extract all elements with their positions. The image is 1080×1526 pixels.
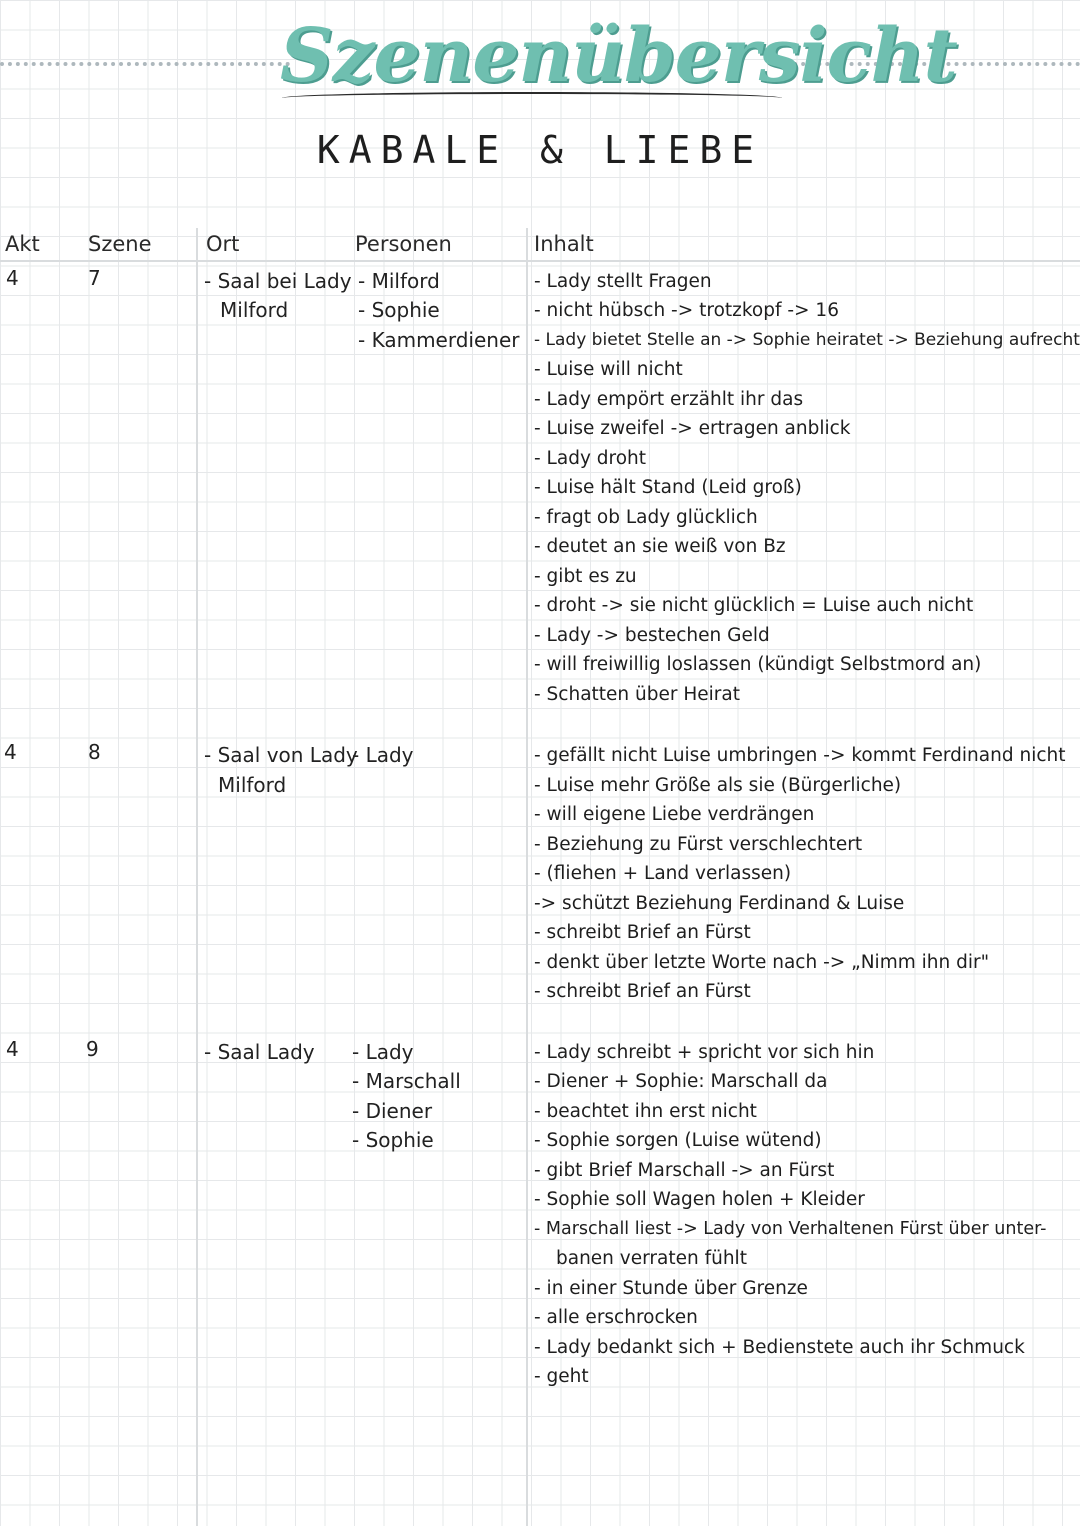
inhalt-line: - droht -> sie nicht glücklich = Luise auch nicht <box>534 595 974 616</box>
inhalt-line: - denkt über letzte Worte nach -> „Nimm ihn dir" <box>534 952 990 973</box>
inhalt-line: - gibt es zu <box>534 566 637 587</box>
inhalt-line: - Diener + Sophie: Marschall da <box>534 1071 828 1092</box>
inhalt-line: -> schützt Beziehung Ferdinand & Luise <box>534 893 905 914</box>
inhalt-line: - Lady bietet Stelle an -> Sophie heiratet -> Beziehung aufrecht <box>534 330 1080 350</box>
column-header-inhalt: Inhalt <box>534 232 594 256</box>
column-header-ort: Ort <box>206 232 240 256</box>
person-item: - Diener <box>352 1099 433 1123</box>
column-divider-inhalt <box>526 228 528 1526</box>
inhalt-line: - Luise hält Stand (Leid groß) <box>534 477 802 498</box>
akt-value: 4 <box>4 740 17 764</box>
title-underline <box>282 92 782 104</box>
ort-line: Milford <box>218 773 287 797</box>
inhalt-line: - Luise will nicht <box>534 359 683 380</box>
inhalt-line: - gefällt nicht Luise umbringen -> kommt Ferdinand nicht <box>534 745 1066 766</box>
column-header-akt: Akt <box>5 232 40 256</box>
person-item: - Sophie <box>358 298 440 322</box>
inhalt-line: - deutet an sie weiß von Bz <box>534 536 786 557</box>
column-divider-ort <box>196 228 198 1526</box>
person-item: - Kammerdiener <box>358 328 520 352</box>
inhalt-line: - schreibt Brief an Fürst <box>534 922 751 943</box>
inhalt-line: - Lady stellt Fragen <box>534 271 712 292</box>
person-item: - Lady <box>352 1040 414 1064</box>
inhalt-line: - Lady -> bestechen Geld <box>534 625 770 646</box>
inhalt-line: - Lady schreibt + spricht vor sich hin <box>534 1042 875 1063</box>
person-item: - Sophie <box>352 1128 434 1152</box>
akt-value: 4 <box>6 266 19 290</box>
inhalt-line: - Lady empört erzählt ihr das <box>534 389 804 410</box>
akt-value: 4 <box>6 1037 19 1061</box>
inhalt-line: - nicht hübsch -> trotzkopf -> 16 <box>534 300 839 321</box>
inhalt-line: - Lady bedankt sich + Bedienstete auch ihr Schmuck <box>534 1337 1025 1358</box>
inhalt-line: - Sophie soll Wagen holen + Kleider <box>534 1189 865 1210</box>
column-header-szene: Szene <box>88 232 152 256</box>
ort-line: Milford <box>220 298 289 322</box>
inhalt-line: - fragt ob Lady glücklich <box>534 507 758 528</box>
inhalt-line: - in einer Stunde über Grenze <box>534 1278 808 1299</box>
inhalt-line: - will eigene Liebe verdrängen <box>534 804 815 825</box>
inhalt-line: - Sophie sorgen (Luise wütend) <box>534 1130 822 1151</box>
inhalt-line: - Luise zweifel -> ertragen anblick <box>534 418 851 439</box>
person-item: - Lady <box>352 743 414 767</box>
person-item: - Milford <box>358 269 440 293</box>
page-subtitle: KABALE & LIEBE <box>316 128 764 172</box>
inhalt-line: - Lady droht <box>534 448 647 469</box>
inhalt-line: - will freiwillig loslassen (kündigt Selbstmord an) <box>534 654 982 675</box>
ort-line: - Saal Lady <box>204 1040 315 1064</box>
header-divider <box>0 260 1080 262</box>
inhalt-line: - geht <box>534 1366 589 1387</box>
szene-value: 9 <box>86 1037 99 1061</box>
szene-value: 8 <box>88 740 101 764</box>
inhalt-line: - alle erschrocken <box>534 1307 698 1328</box>
person-item: - Marschall <box>352 1069 461 1093</box>
inhalt-line: - Luise mehr Größe als sie (Bürgerliche) <box>534 775 902 796</box>
inhalt-line: - gibt Brief Marschall -> an Fürst <box>534 1160 835 1181</box>
szene-value: 7 <box>88 266 101 290</box>
ort-line: - Saal von Lady <box>204 743 358 767</box>
column-header-personen: Personen <box>355 232 452 256</box>
inhalt-line: - Beziehung zu Fürst verschlechtert <box>534 834 863 855</box>
inhalt-line: - beachtet ihn erst nicht <box>534 1101 757 1122</box>
page-title: Szenenübersicht <box>280 13 957 99</box>
inhalt-line: - Schatten über Heirat <box>534 684 740 705</box>
inhalt-line: - (fliehen + Land verlassen) <box>534 863 792 884</box>
decorative-dotted-line-left <box>0 62 290 66</box>
inhalt-line: - Marschall liest -> Lady von Verhaltenen Fürst über unter- <box>534 1219 1047 1239</box>
inhalt-line: banen verraten fühlt <box>556 1248 747 1269</box>
ort-line: - Saal bei Lady <box>204 269 352 293</box>
inhalt-line: - schreibt Brief an Fürst <box>534 981 751 1002</box>
